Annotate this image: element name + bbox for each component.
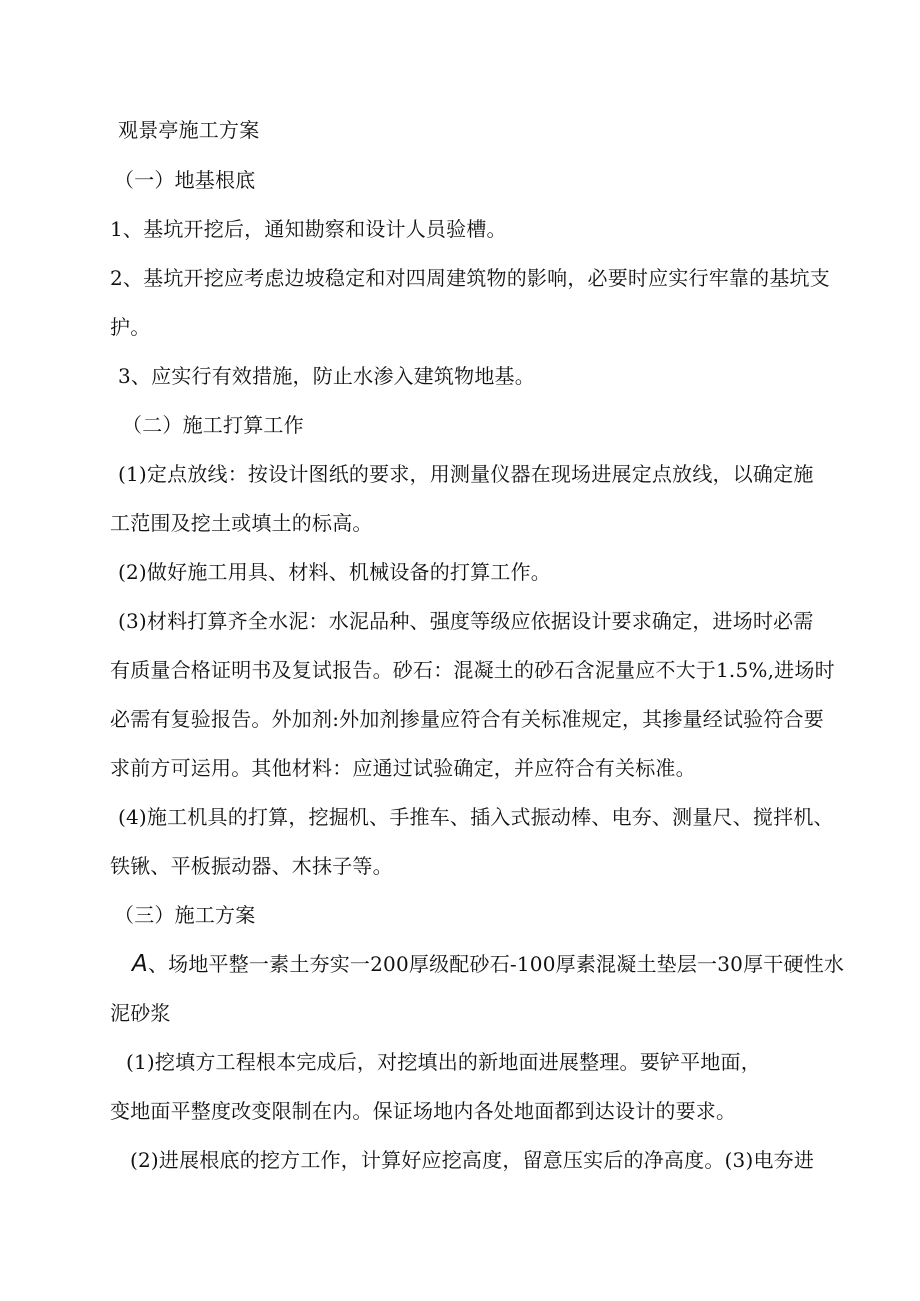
- paragraph-2-4-line-1: (4)施工机具的打算，挖掘机、手推车、插入式振动棒、电夯、测量尺、搅拌机、: [118, 805, 834, 829]
- paragraph-3-a-text: 、场地平整一素土夯实一200厚级配砂石-100厚素混凝土垫层一30厚干硬性水: [147, 952, 845, 976]
- paragraph-1-2-line-1: 2、基坑开挖应考虑边坡稳定和对四周建筑物的影响，必要时应实行牢靠的基坑支: [110, 266, 830, 290]
- paragraph-1-1: 1、基坑开挖后，通知勘察和设计人员验槽。: [110, 217, 507, 241]
- paragraph-1-2-line-2: 护。: [110, 315, 151, 339]
- paragraph-2-1-line-1: (1)定点放线：按设计图纸的要求，用测量仪器在现场进展定点放线，以确定施: [118, 462, 814, 486]
- paragraph-3-a-line-2: 泥砂浆: [110, 1001, 171, 1025]
- paragraph-2-4-line-2: 铁锹、平板振动器、木抹子等。: [110, 854, 393, 878]
- paragraph-2-1-line-2: 工范围及挖土或填土的标高。: [110, 511, 373, 535]
- paragraph-2-3-line-2: 有质量合格证明书及复试报告。砂石：混凝土的砂石含泥量应不大于1.5%,进场时: [110, 658, 835, 682]
- paragraph-3-2-line-1: (2)进展根底的挖方工作，计算好应挖高度，留意压实后的净高度。(3)电夯进: [130, 1148, 815, 1172]
- paragraph-2-3-line-4: 求前方可运用。其他材料：应通过试验确定，并应符合有关标准。: [110, 756, 696, 780]
- paragraph-2-3-line-1: (3)材料打算齐全水泥：水泥品种、强度等级应依据设计要求确定，进场时必需: [118, 609, 814, 633]
- paragraph-3-1-line-2: 变地面平整度改变限制在内。保证场地内各处地面都到达设计的要求。: [110, 1099, 737, 1123]
- paragraph-2-2: (2)做好施工用具、材料、机械设备的打算工作。: [118, 560, 551, 584]
- document-title: 观景亭施工方案: [118, 118, 260, 142]
- section-heading-1: （一）地基根底: [114, 168, 256, 192]
- paragraph-2-3-line-3: 必需有复验报告。外加剂:外加剂掺量应符合有关标准规定，其掺量经试验符合要: [110, 707, 824, 731]
- section-heading-3: （三）施工方案: [114, 903, 256, 927]
- list-marker: A: [132, 951, 148, 977]
- paragraph-3-a-line-1: [132, 952, 844, 976]
- section-heading-2: （二）施工打算工作: [122, 413, 304, 437]
- paragraph-1-3: 3、应实行有效措施，防止水渗入建筑物地基。: [118, 364, 535, 388]
- paragraph-3-1-line-1: (1)挖填方工程根本完成后，对挖填出的新地面进展整理。要铲平地面，: [126, 1050, 761, 1074]
